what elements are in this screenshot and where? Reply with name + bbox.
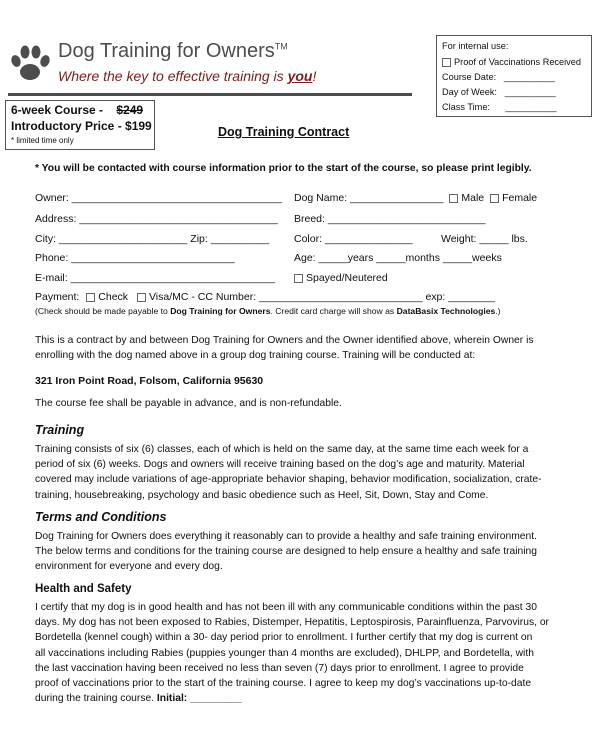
proof-vaccinations[interactable]: Proof of Vaccinations Received	[442, 57, 581, 67]
spayed-checkbox[interactable]	[294, 274, 303, 283]
brand-name: Dog Training for Owners™	[58, 40, 288, 62]
intro-price: Introductory Price - $199	[11, 119, 152, 133]
address-field[interactable]: Address: __________________________________	[35, 213, 278, 225]
intro-paragraph: This is a contract by and between Dog Training for Owners and the Owner identified above, wherein Owner is enrolling with the dog named above in a group dog training course. Training will be conducted at:	[35, 335, 534, 362]
breed-field[interactable]: Breed: ___________________________	[294, 213, 486, 225]
dog-name-field[interactable]: Dog Name: ________________	[294, 192, 444, 204]
day-of-week-field[interactable]: Day of Week: __________	[442, 87, 556, 97]
course-price: 6-week Course - $249	[11, 103, 144, 117]
training-heading: Training	[35, 423, 85, 437]
visa-checkbox[interactable]	[137, 293, 146, 302]
age-field[interactable]: Age: _____years _____months _____weeks	[294, 252, 502, 264]
price-box	[5, 100, 155, 150]
payable-note: (Check should be made payable to Dog Training for Owners. Credit card charge will show as DataBasix Technologies.)	[35, 306, 501, 316]
terms-heading: Terms and Conditions	[35, 510, 167, 524]
cc-number-field[interactable]: Visa/MC - CC Number: ____________________________ exp: ________	[148, 291, 495, 303]
health-paragraph: I certify that my dog is in good health and has not been ill with any communicable conditions within the past 30 days. My dog has not been exposed to Rabies, Distemper, Hepatitis, Leptospirosis, Parainfluenza, Parvovirus, or Bordetella (kennel cough) within a 30- day period prior to enrollment. I further certify that my dog is current on all vaccinations including Rabies (puppies younger than 4 months are excluded), DHLPP, and Bordetella, with the last vaccination having been received no less than seven (7) days prior to enrollment. I agree to provide proof of vaccinations prior to the start of the training course. I agree to keep my dog’s vaccinations up-to-date during the training course. Initial: _________	[35, 602, 549, 705]
page-title: Dog Training Contract	[218, 125, 350, 139]
initial-field[interactable]: Initial: _________	[156, 693, 242, 705]
payment-row	[35, 291, 495, 303]
brand-tagline: Where the key to effective training is you!	[58, 68, 317, 84]
check-checkbox[interactable]	[86, 293, 95, 302]
payment-label: Payment:	[35, 291, 80, 303]
header-rule	[8, 93, 412, 96]
course-date-field[interactable]: Course Date: __________	[442, 72, 555, 82]
male-label: Male	[461, 192, 485, 204]
terms-paragraph: Dog Training for Owners does everything it reasonably can to provide a healthy and safe training environment. The below terms and conditions for the training course are designed to help ensure a healthy and safe training environment for everyone and every dog.	[35, 531, 537, 573]
checkbox-icon	[442, 58, 451, 67]
print-notice: * You will be contacted with course information prior to the start of the course, so please print legibly.	[35, 163, 532, 174]
dog-name-row	[294, 192, 537, 204]
internal-use-box	[436, 35, 592, 117]
color-field[interactable]: Color: _______________	[294, 233, 413, 245]
phone-field[interactable]: Phone: ____________________________	[35, 252, 235, 264]
spayed-row[interactable]: Spayed/Neutered	[294, 272, 388, 284]
female-label: Female	[502, 192, 538, 204]
health-heading: Health and Safety	[35, 583, 132, 595]
fee-statement: The course fee shall be payable in advance, and is non-refundable.	[35, 398, 342, 409]
owner-field[interactable]: Owner: ____________________________________	[35, 192, 282, 204]
class-time-field[interactable]: Class Time: __________	[442, 102, 557, 112]
paw-logo-icon	[8, 44, 52, 84]
training-paragraph: Training consists of six (6) classes, each of which is held on the same day, at the same time each week for a period of six (6) weeks. Dogs and owners will receive training based on the dog’s age and maturity. Material covered may include variations of age-appropriate behavior shaping, behavior modification, socialization, crate- training, housebreaking, psychology and basic obedience such as Heel, Sit, Down, Stay and Come.	[35, 444, 542, 501]
price-note: * limited time only	[11, 136, 74, 145]
weight-field[interactable]: Weight: _____ lbs.	[441, 233, 528, 245]
female-checkbox[interactable]	[490, 194, 499, 203]
check-label: Check	[98, 291, 129, 303]
email-field[interactable]: E-mail: ___________________________________	[35, 272, 275, 284]
training-address: 321 Iron Point Road, Folsom, California 95630	[35, 375, 264, 387]
male-checkbox[interactable]	[449, 194, 458, 203]
internal-heading: For internal use:	[442, 41, 509, 51]
city-zip-field[interactable]: City: ______________________ Zip: __________	[35, 233, 270, 245]
